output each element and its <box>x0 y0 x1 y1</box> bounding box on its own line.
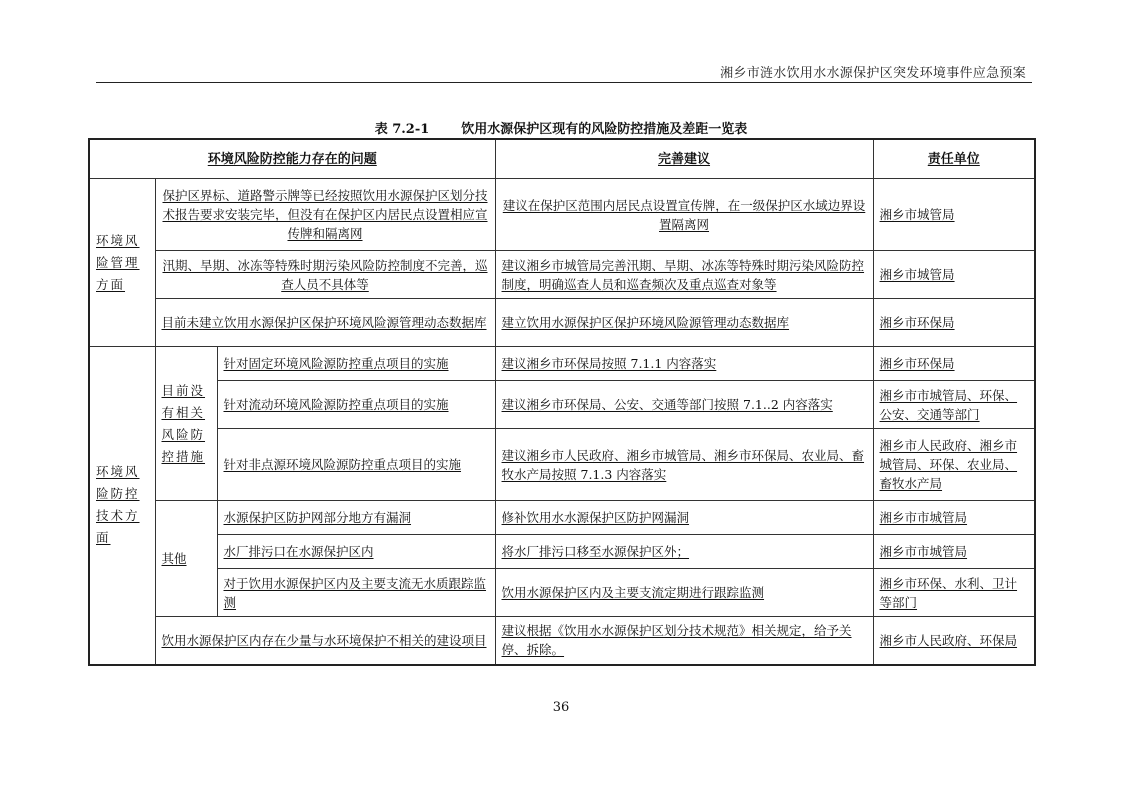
responsible-cell: 湘乡市市城管局 <box>873 501 1035 535</box>
table-row <box>89 179 1035 251</box>
responsible-cell: 湘乡市城管局 <box>873 251 1035 299</box>
problem-cell: 对于饮用水源保护区内及主要支流无水质跟踪监测 <box>217 569 495 617</box>
category-technical: 环境风险防控技术方面 <box>89 347 155 665</box>
responsible-cell: 湘乡市环保局 <box>873 299 1035 347</box>
problem-cell: 针对非点源环境风险源防控重点项目的实施 <box>217 429 495 501</box>
table-title: 饮用水源保护区现有的风险防控措施及差距一览表 <box>461 122 748 137</box>
suggestion-cell: 建议在保护区范围内居民点设置宣传牌，在一级保护区水域边界设置隔离网 <box>495 179 873 251</box>
responsible-cell: 湘乡市城管局 <box>873 179 1035 251</box>
suggestion-cell: 建议根据《饮用水水源保护区划分技术规范》相关规定，给予关停、拆除。 <box>495 617 873 665</box>
responsible-cell: 湘乡市市城管局、环保、公安、交通等部门 <box>873 381 1035 429</box>
subgroup-no-measures: 目前没有相关风险防控措施 <box>155 347 217 501</box>
responsible-cell: 湘乡市环保局 <box>873 347 1035 381</box>
category-management: 环境风险管理方面 <box>89 179 155 347</box>
problem-cell: 保护区界标、道路警示牌等已经按照饮用水源保护区划分技术报告要求安装完毕，但没有在保护区内居民点设置相应宣传牌和隔离网 <box>155 179 495 251</box>
responsible-cell: 湘乡市环保、水利、卫计等部门 <box>873 569 1035 617</box>
suggestion-cell: 将水厂排污口移至水源保护区外； <box>495 535 873 569</box>
problem-cell: 水源保护区防护网部分地方有漏洞 <box>217 501 495 535</box>
problem-cell: 目前未建立饮用水源保护区保护环境风险源管理动态数据库 <box>155 299 495 347</box>
suggestion-cell: 建议湘乡市人民政府、湘乡市城管局、湘乡市环保局、农业局、畜牧水产局按照 7.1.3 内容落实 <box>495 429 873 501</box>
header-problem: 环境风险防控能力存在的问题 <box>89 139 495 179</box>
responsible-cell: 湘乡市人民政府、湘乡市城管局、环保、农业局、畜牧水产局 <box>873 429 1035 501</box>
table-row <box>89 569 1035 617</box>
suggestion-cell: 建议湘乡市环保局按照 7.1.1 内容落实 <box>495 347 873 381</box>
table-row <box>89 617 1035 665</box>
table-header-row <box>89 139 1035 179</box>
problem-cell: 针对固定环境风险源防控重点项目的实施 <box>217 347 495 381</box>
table-caption <box>0 118 1122 137</box>
subgroup-other: 其他 <box>155 501 217 617</box>
page-number: 36 <box>552 700 570 715</box>
problem-cell: 汛期、旱期、冰冻等特殊时期污染风险防控制度不完善，巡查人员不具体等 <box>155 251 495 299</box>
problem-cell: 针对流动环境风险源防控重点项目的实施 <box>217 381 495 429</box>
suggestion-cell: 建立饮用水源保护区保护环境风险源管理动态数据库 <box>495 299 873 347</box>
header-suggestion: 完善建议 <box>495 139 873 179</box>
header-responsible: 责任单位 <box>873 139 1035 179</box>
responsible-cell: 湘乡市市城管局 <box>873 535 1035 569</box>
suggestion-cell: 饮用水源保护区内及主要支流定期进行跟踪监测 <box>495 569 873 617</box>
table-number: 表 7.2-1 <box>374 122 430 137</box>
table-row <box>89 251 1035 299</box>
table-row <box>89 299 1035 347</box>
risk-measures-table <box>88 138 1036 666</box>
problem-cell: 水厂排污口在水源保护区内 <box>217 535 495 569</box>
table-row <box>89 429 1035 501</box>
table-row <box>89 381 1035 429</box>
table-row <box>89 347 1035 381</box>
suggestion-cell: 修补饮用水水源保护区防护网漏洞 <box>495 501 873 535</box>
suggestion-cell: 建议湘乡市环保局、公安、交通等部门按照 7.1..2 内容落实 <box>495 381 873 429</box>
problem-cell: 饮用水源保护区内存在少量与水环境保护不相关的建设项目 <box>155 617 495 665</box>
running-header: 湘乡市涟水饮用水水源保护区突发环境事件应急预案 <box>720 66 1026 81</box>
table-row <box>89 535 1035 569</box>
header-rule <box>96 82 1032 83</box>
table-row <box>89 501 1035 535</box>
suggestion-cell: 建议湘乡市城管局完善汛期、旱期、冰冻等特殊时期污染风险防控制度，明确巡查人员和巡查频次及重点巡查对象等 <box>495 251 873 299</box>
responsible-cell: 湘乡市人民政府、环保局 <box>873 617 1035 665</box>
